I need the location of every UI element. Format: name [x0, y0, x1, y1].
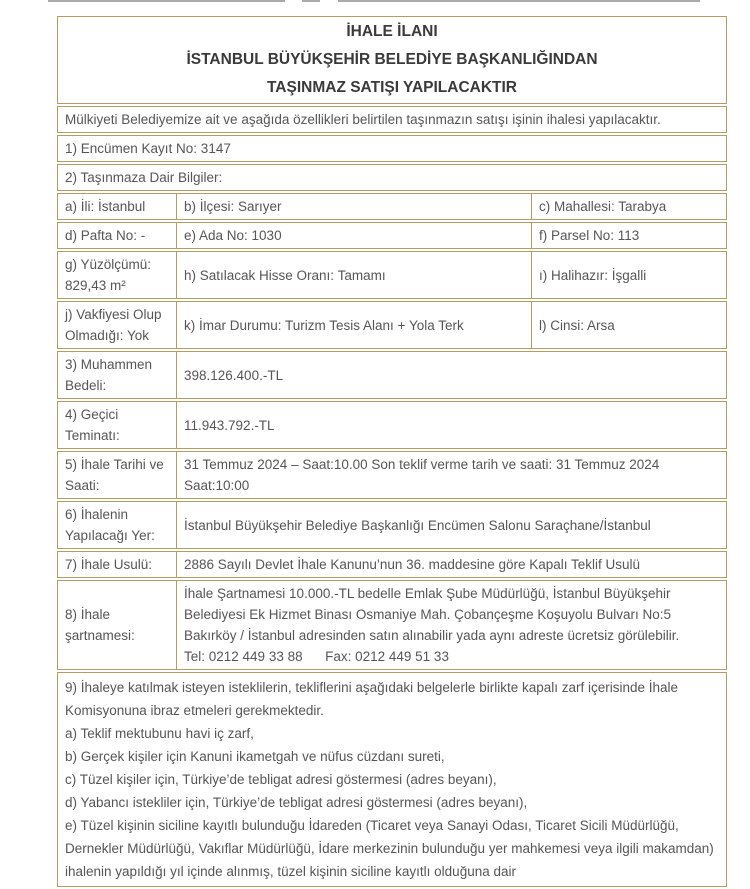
section9-item-b: b) Gerçek kişiler için Kanuni ikametgah ve nüfus cüzdanı sureti, [65, 749, 445, 764]
sartname-contact: Tel: 0212 449 33 88 Fax: 0212 449 51 33 [184, 649, 449, 664]
section9-item-a: a) Teklif mektubunu havi iç zarf, [65, 726, 254, 741]
ilcesi-cell: b) İlçesi: Sarıyer [176, 194, 531, 219]
documents-required-row [57, 672, 727, 887]
province-row [57, 193, 727, 220]
tasinmaz-header-row [57, 164, 727, 191]
tarih-row [57, 451, 727, 499]
imar-cell: k) İmar Durumu: Turizm Tesis Alanı + Yola Terk [176, 302, 531, 348]
documents-required-cell [58, 673, 726, 886]
section9-item-c: c) Tüzel kişiler için, Türkiye’de tebligat adresi göstermesi (adres beyanı), [65, 772, 497, 787]
sartname-label: 8) İhale şartnamesi: [65, 607, 135, 643]
yuzolcumu-cell: g) Yüzölçümü: 829,43 m² [65, 257, 152, 293]
teminat-value: 11.943.792.-TL [176, 402, 726, 448]
auction-notice-document [57, 16, 727, 889]
muhammen-value: 398.126.400.-TL [176, 352, 726, 398]
sartname-row [57, 580, 727, 670]
subject-title: TAŞINMAZ SATIŞI YAPILACAKTIR [266, 79, 518, 96]
sartname-value [176, 581, 726, 669]
pafta-cell: d) Pafta No: - [65, 228, 146, 243]
cropped-text-artifact [338, 0, 700, 2]
tarih-label: 5) İhale Tarihi ve Saati: [65, 457, 164, 493]
vakfiye-cell: j) Vakfiyesi Olup Olmadığı: Yok [65, 307, 162, 343]
intro-row [57, 106, 727, 133]
yer-value: İstanbul Büyükşehir Belediye Başkanlığı Encümen Salonu Saraçhane/İstanbul [176, 502, 726, 548]
ili-cell: a) İli: İstanbul [65, 199, 146, 214]
cinsi-cell: l) Cinsi: Arsa [531, 302, 726, 348]
section9-item-e: e) Tüzel kişinin siciline kayıtlı bulunduğu İdareden (Ticaret veya Sanayi Odası, Ticaret Sicili Müdürlüğü, Dernekler Müdürlüğü, Vakıflar Müdürlüğü, İdare merkezinin bulunduğu yer mahkemesi veya ilgili makamdan) ihalenin yapıldığı yıl içinde alınmış, tüzel kişinin siciline kayıtlı olduğuna dair [65, 818, 714, 879]
encumen-row [57, 135, 727, 162]
yer-label: 6) İhalenin Yapılacağı Yer: [65, 507, 155, 543]
intro-text: Mülkiyeti Belediyemize ait ve aşağıda özellikleri belirtilen taşınmazın satışı işinin ihalesi yapılacaktır. [65, 112, 661, 127]
authority-title: İSTANBUL BÜYÜKŞEHİR BELEDİYE BAŞKANLIĞINDAN [186, 51, 598, 68]
sartname-text: İhale Şartnamesi 10.000.-TL bedelle Emlak Şube Müdürlüğü, İstanbul Büyükşehir Belediyesi Ek Hizmet Binası Osmaniye Mah. Çobançeşme Koşuyolu Bulvarı No:5 Bakırköy / İstanbul adresinden satın alınabilir yada aynı adreste ücretsiz görülebilir. [184, 586, 680, 643]
cropped-text-artifact [302, 0, 320, 2]
halihazir-cell: ı) Halihazır: İşgalli [531, 252, 726, 298]
ada-cell: e) Ada No: 1030 [176, 223, 531, 248]
mahallesi-cell: c) Mahallesi: Tarabya [531, 194, 726, 219]
hisse-cell: h) Satılacak Hisse Oranı: Tamamı [176, 252, 531, 298]
parsel-cell: f) Parsel No: 113 [531, 223, 726, 248]
section9-item-d: d) Yabancı istekliler için, Türkiye’de tebligat adresi göstermesi (adres beyanı), [65, 795, 528, 810]
teminat-row [57, 401, 727, 449]
parcel-row [57, 222, 727, 249]
notice-type-title: İHALE İLANI [346, 23, 438, 40]
teminat-label: 4) Geçici Teminatı: [65, 407, 120, 443]
area-row [57, 251, 727, 299]
document-title-block [57, 16, 727, 104]
usul-label: 7) İhale Usulü: [65, 557, 153, 572]
muhammen-label: 3) Muhammen Bedeli: [65, 357, 153, 393]
tasinmaz-header: 2) Taşınmaza Dair Bilgiler: [65, 170, 223, 185]
usul-row [57, 551, 727, 578]
zoning-row [57, 301, 727, 349]
cropped-text-artifact [48, 0, 285, 2]
muhammen-row [57, 351, 727, 399]
encumen-kayit-no: 1) Encümen Kayıt No: 3147 [65, 141, 231, 156]
usul-value: 2886 Sayılı Devlet İhale Kanunu’nun 36. maddesine göre Kapalı Teklif Usulü [176, 552, 726, 577]
section9-intro: 9) İhaleye katılmak isteyen isteklilerin, tekliflerini aşağıdaki belgelerle birlikte kapalı zarf içerisinde İhale Komisyonuna ibraz etmeleri gerekmektedir. [65, 680, 679, 718]
tarih-value: 31 Temmuz 2024 – Saat:10.00 Son teklif verme tarih ve saati: 31 Temmuz 2024 Saat:10:00 [176, 452, 726, 498]
yer-row [57, 501, 727, 549]
